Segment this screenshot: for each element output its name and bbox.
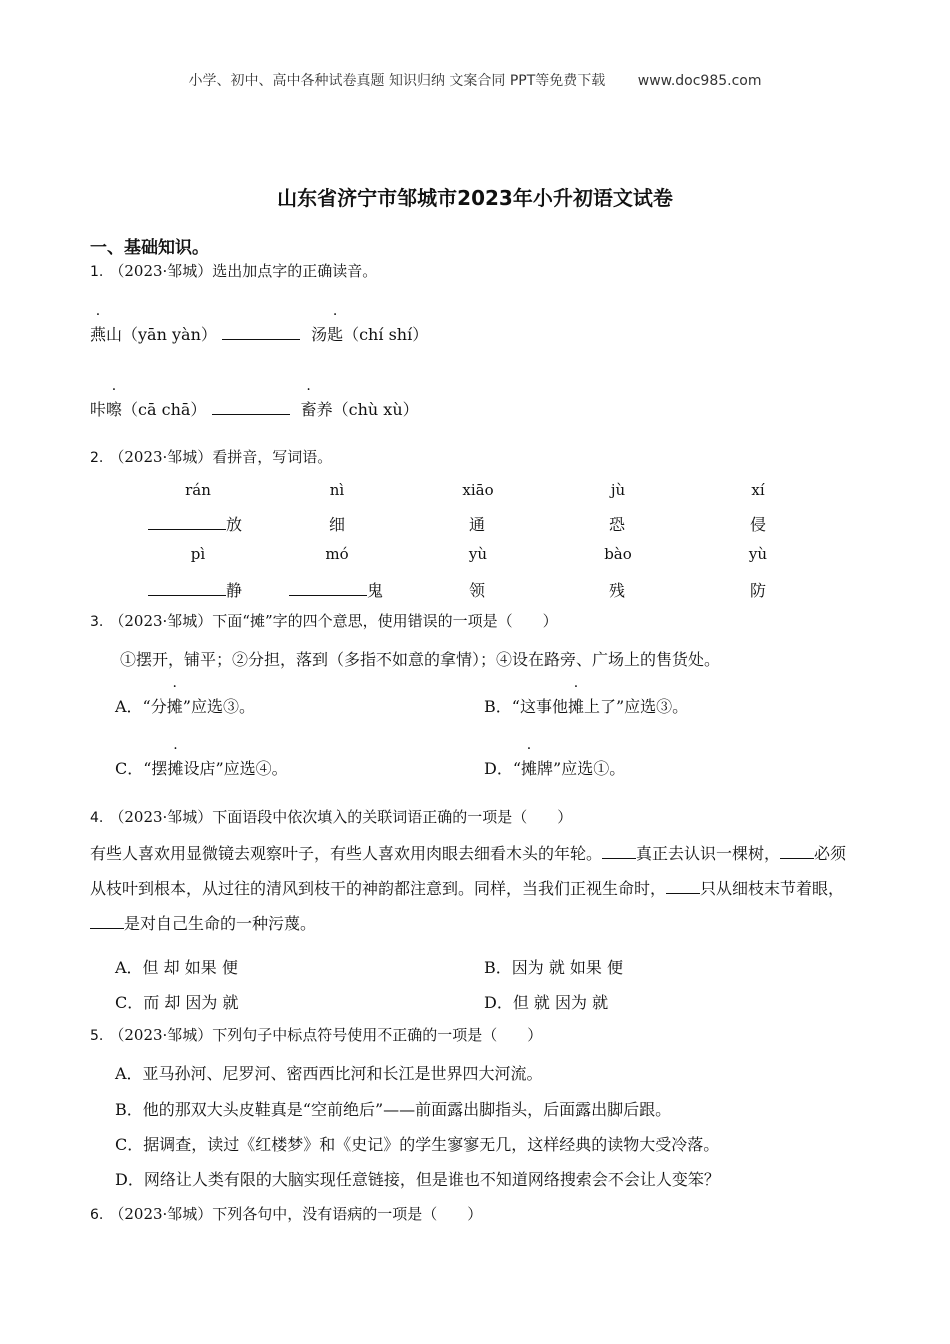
option-c[interactable]: C．而 却 因为 就 [115,993,239,1012]
word: 咔 [90,400,107,419]
question-4-stem [90,806,572,827]
answer-blank[interactable] [222,325,300,340]
word-cell [289,578,383,601]
word-cell: 恐 [609,515,626,534]
pinyin-cell: mó [325,545,349,563]
option-d[interactable]: D．但 就 因为 就 [484,993,609,1012]
option-text: 设店”应选④。 [183,759,288,778]
question-text: （2023·邹城）看拼音，写词语。 [109,448,333,466]
word-pinyin: 养（chù xù） [316,400,419,419]
dotted-char: 匙 [327,325,344,344]
dotted-char: 摊 [166,697,183,716]
pinyin-cell: nì [329,481,345,499]
question-2-stem [90,446,332,467]
answer-blank[interactable] [780,844,814,859]
answer-blank[interactable] [148,581,226,596]
word-cell: 残 [609,581,626,600]
passage-text: 真正去认识一棵树， [636,844,781,863]
option-text: A．“分 [115,697,167,716]
answer-blank[interactable] [90,914,124,929]
passage-text: 有些人喜欢用显微镜去观察叶子，有些人喜欢用肉眼去细看木头的年轮。 [90,844,603,863]
answer-blank[interactable] [666,879,700,894]
question-text: （2023·邹城）下列各句中，没有语病的一项是（ ） [109,1205,483,1223]
q3-meanings: ①摆开，铺平；②分担，落到（多指不如意的拿情）；④设在路旁、广场上的售货处。 [120,650,721,669]
word-pinyin: 山（yān yàn） [106,325,217,344]
option-c[interactable]: C．据调查，读过《红楼梦》和《史记》的学生寥寥无几，这样经典的读物大受冷落。 [115,1135,720,1154]
dotted-char: 摊 [567,697,584,716]
option-text: C．“摆 [115,759,168,778]
q1-row-2 [90,397,419,420]
option-a[interactable]: A．亚马孙河、尼罗河、密西西比河和长江是世界四大河流。 [115,1064,543,1083]
dotted-char: 摊 [167,759,184,778]
question-number: 2. [90,450,104,466]
question-text: （2023·邹城）下面语段中依次填入的关联词语正确的一项是（ ） [109,808,573,826]
option-text: D．“ [484,759,522,778]
option-a[interactable] [115,694,255,717]
option-text: 上了”应选③。 [583,697,689,716]
pinyin-cell: xiāo [462,481,494,499]
section-heading: 一、基础知识。 [90,238,209,258]
q4-passage [90,836,860,941]
question-number: 6. [90,1207,104,1223]
q1-row-1 [90,322,428,345]
banner-url[interactable]: www.doc985.com [637,73,762,89]
passage-text: 是对自己生命的一种污蔑。 [124,914,317,933]
pinyin-cell: xí [751,481,765,499]
dotted-char: 畜 [300,400,317,419]
question-number: 3. [90,614,104,630]
pinyin-cell: pì [190,545,206,563]
answer-blank[interactable] [602,844,636,859]
char: 鬼 [367,581,384,600]
page-title: 山东省济宁市邹城市2023年小升初语文试卷 [277,186,673,210]
word-cell: 通 [469,515,486,534]
option-d[interactable]: D．网络让人类有限的大脑实现任意链接，但是谁也不知道网络搜索会不会让人变笨？ [115,1170,720,1189]
word-cell [148,512,242,535]
question-1-stem [90,260,377,281]
pinyin-cell: jù [610,481,626,499]
option-b[interactable]: B．他的那双大头皮鞋真是“空前绝后”——前面露出脚指头，后面露出脚后跟。 [115,1100,672,1119]
site-banner [0,70,950,90]
pinyin-cell: yù [748,545,768,563]
option-b[interactable] [484,694,688,717]
passage-text: 只从细枝末节着眼， [700,879,845,898]
question-text: （2023·邹城）选出加点字的正确读音。 [109,262,378,280]
word-cell: 领 [469,581,486,600]
pinyin-cell: bào [604,545,632,563]
pinyin: （cā chā） [122,400,207,419]
question-3-stem [90,610,558,631]
question-text: （2023·邹城）下面“摊”字的四个意思，使用错误的一项是（ ） [109,612,558,630]
dotted-char: 嚓 [106,400,123,419]
option-text: ”应选③。 [182,697,255,716]
word-cell: 侵 [750,515,767,534]
passage-text: 必须从枝叶到根本，从过往的清风到枝干的神韵都注意到。同样，当我们正视生命时， [90,844,847,898]
option-a[interactable]: A．但 却 如果 便 [115,958,238,977]
option-text: 牌”应选①。 [537,759,626,778]
char: 放 [226,515,243,534]
char: 静 [226,581,243,600]
question-number: 5. [90,1028,104,1044]
banner-text: 小学、初中、高中各种试卷真题 知识归纳 文案合同 PPT等免费下载 [188,73,606,89]
word-cell: 细 [329,515,346,534]
question-6-stem [90,1203,482,1224]
question-text: （2023·邹城）下列句子中标点符号使用不正确的一项是（ ） [109,1026,543,1044]
option-c[interactable] [115,756,288,779]
answer-blank[interactable] [212,400,290,415]
pinyin: （chí shí） [343,325,429,344]
dotted-char: 燕 [90,325,107,344]
question-5-stem [90,1024,542,1045]
question-number: 4. [90,810,104,826]
question-number: 1. [90,264,104,280]
pinyin-cell: yù [468,545,488,563]
answer-blank[interactable] [289,581,367,596]
answer-blank[interactable] [148,515,226,530]
word: 汤 [311,325,328,344]
pinyin-cell: rán [185,481,211,499]
dotted-char: 摊 [521,759,538,778]
option-b[interactable]: B．因为 就 如果 便 [484,958,624,977]
word-cell [148,578,242,601]
option-d[interactable] [484,756,625,779]
option-text: B．“这事他 [484,697,568,716]
word-cell: 防 [750,581,767,600]
